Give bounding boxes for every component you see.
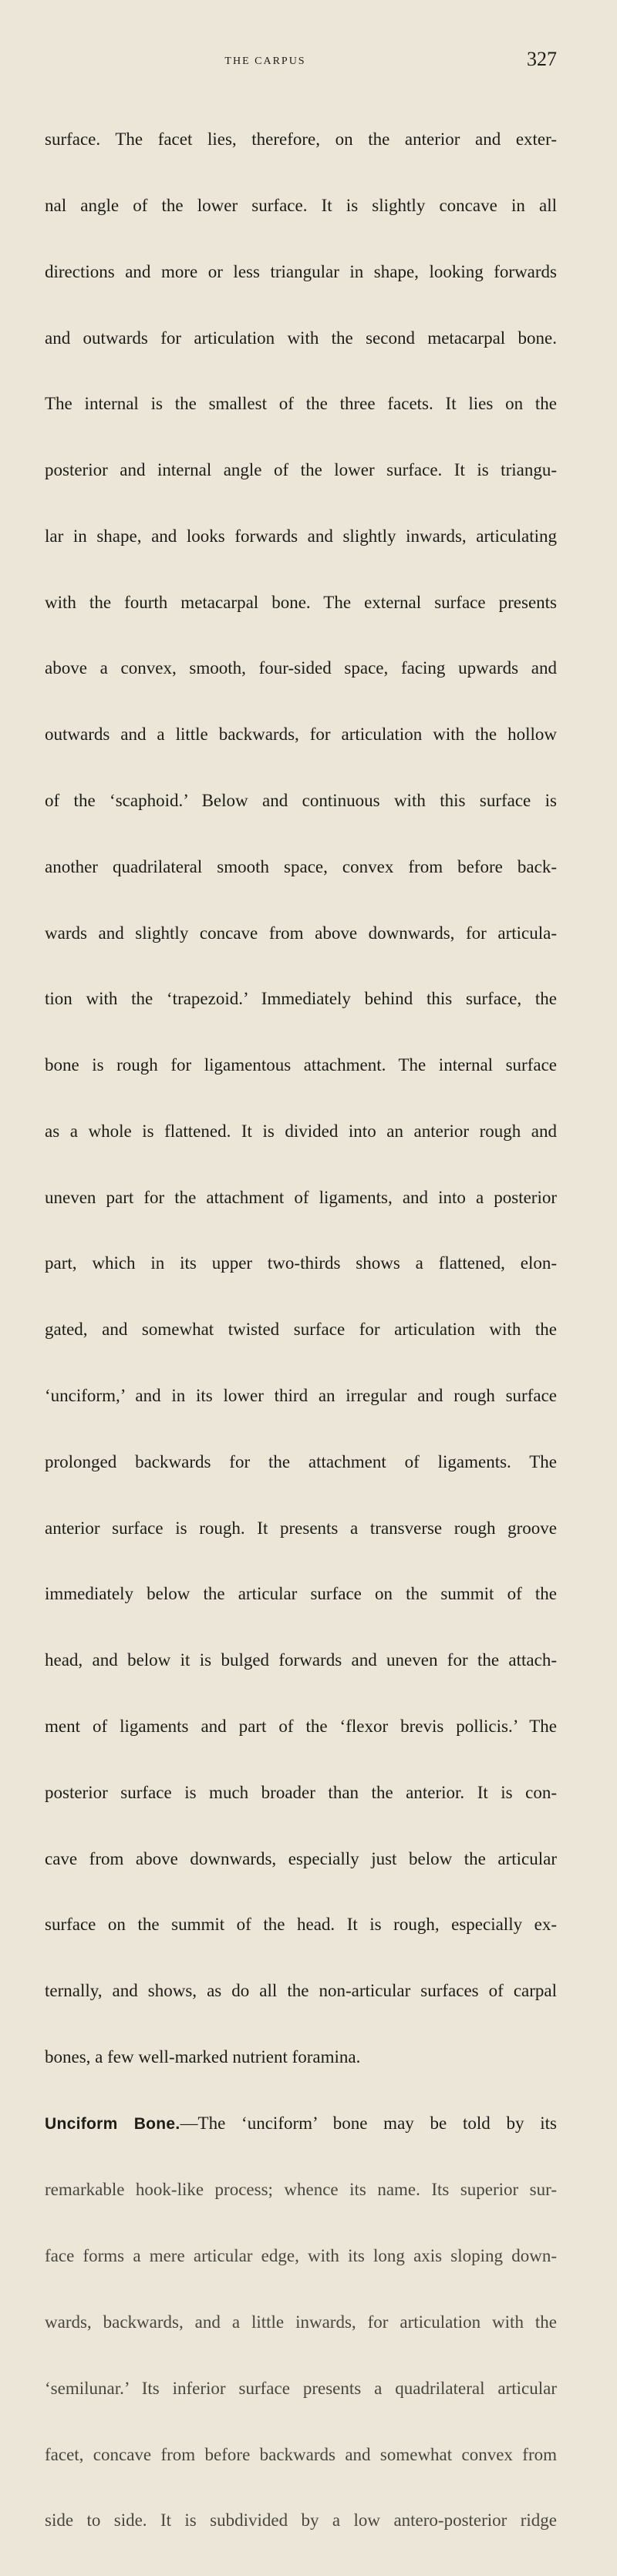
text-line: remarkable hook-like process; whence its name. Its superior sur- [45, 2180, 557, 2200]
section-heading: Unciform Bone. [45, 2114, 180, 2133]
text-line: nal angle of the lower surface. It is slightly concave in all [45, 195, 557, 215]
text-line: gated, and somewhat twisted surface for articulation with the [45, 1320, 557, 1340]
text-line: side to side. It is subdivided by a low antero-posterior ridge [45, 2510, 557, 2531]
text-line: lar in shape, and looks forwards and slightly inwards, articulating [45, 526, 557, 546]
text-line: surface on the summit of the head. It is rough, especially ex- [45, 1915, 557, 1935]
section-heading-line: Unciform Bone.—The ‘unciform’ bone may be told by its [45, 2113, 557, 2133]
text-line: directions and more or less triangular in shape, looking forwards [45, 261, 557, 281]
text-line: wards, backwards, and a little inwards, for articulation with the [45, 2312, 557, 2332]
text-line: ‘unciform,’ and in its lower third an irregular and rough surface [45, 1386, 557, 1406]
page-number: 327 [527, 48, 557, 70]
text-line: of the ‘scaphoid.’ Below and continuous with this surface is [45, 791, 557, 810]
text-line: surface. The facet lies, therefore, on the anterior and exter- [45, 129, 557, 150]
text-line: with the fourth metacarpal bone. The external surface presents [45, 592, 557, 612]
text-line: prolonged backwards for the attachment of ligaments. The [45, 1451, 557, 1471]
text-line: as a whole is flattened. It is divided into an anterior rough and [45, 1121, 557, 1141]
text-line: tion with the ‘trapezoid.’ Immediately behind this surface, the [45, 989, 557, 1009]
text-line: ternally, and shows, as do all the non-articular surfaces of carpal [45, 1981, 557, 2001]
text-line: posterior surface is much broader than the anterior. It is con- [45, 1782, 557, 1802]
body-text [45, 85, 557, 2576]
text-line: The internal is the smallest of the three facets. It lies on the [45, 394, 557, 414]
text-line: above a convex, smooth, four-sided space, facing upwards and [45, 658, 557, 678]
text-line: posterior and internal angle of the lower surface. It is triangu- [45, 460, 557, 480]
running-head: THE CARPUS [224, 55, 306, 67]
text-line: part, which in its upper two-thirds shows a flattened, elon- [45, 1253, 557, 1273]
text-line: bone is rough for ligamentous attachment. The internal surface [45, 1055, 557, 1075]
text-line: facet, concave from before backwards and somewhat convex from [45, 2444, 557, 2464]
text-line: wards and slightly concave from above downwards, for articula- [45, 923, 557, 943]
text-line: uneven part for the attachment of ligaments, and into a posterior [45, 1187, 557, 1207]
text-line: head, and below it is bulged forwards and uneven for the attach- [45, 1650, 557, 1670]
text-line: ‘semilunar.’ Its inferior surface presents a quadrilateral articular [45, 2378, 557, 2398]
text-line: anterior surface is rough. It presents a transverse rough groove [45, 1518, 557, 1538]
text-line: outwards and a little backwards, for articulation with the hollow [45, 725, 557, 745]
text-line: ment of ligaments and part of the ‘flexor brevis pollicis.’ The [45, 1716, 557, 1736]
text-line: cave from above downwards, especially just below the articular [45, 1848, 557, 1868]
text-line: bones, a few well-marked nutrient foramina. [45, 2046, 361, 2067]
text-line: face forms a mere articular edge, with its long axis sloping down- [45, 2246, 557, 2266]
text-line: immediately below the articular surface on the summit of the [45, 1584, 557, 1604]
text-line: another quadrilateral smooth space, convex from before back- [45, 856, 557, 876]
text-line: and outwards for articulation with the second metacarpal bone. [45, 328, 557, 348]
